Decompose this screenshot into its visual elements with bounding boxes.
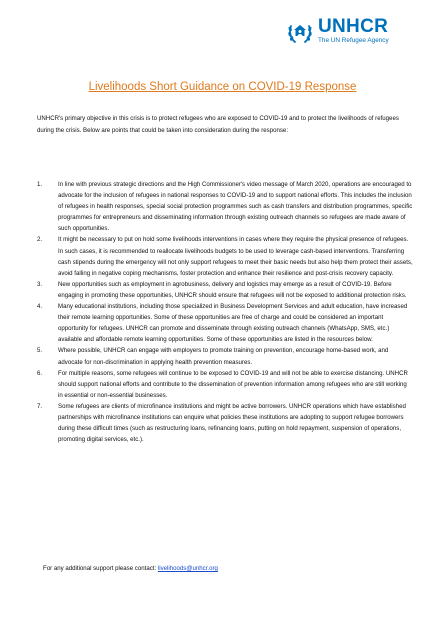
list-number: 7. — [37, 402, 43, 410]
list-item — [37, 279, 413, 301]
list-item — [37, 179, 413, 234]
logo-tagline: The UN Refugee Agency — [318, 37, 389, 44]
unhcr-emblem-icon — [286, 16, 314, 48]
list-number: 3. — [37, 280, 43, 288]
document-title: Livelihoods Short Guidance on COVID-19 Response — [88, 81, 357, 93]
list-item-text: Where possible, UNHCR can engage with employers to promote training on prevention, encourage home-based work, and advocate for non-discrimination in applying health prevention measures. — [58, 347, 389, 366]
list-number: 1. — [37, 181, 43, 188]
list-item-text: It might be necessary to put on hold some livelihoods interventions in cases where they require the physical presence of refugees. In such cases, it is recommended to reallocate livelihoods budgets to be used to leverage cash-based interventions. Transferring cash stipends during the emergency will not only support refugees to meet their basic needs but also help them protect their assets, avoid falling in negative coping mechanisms, foster protection and enhance their resilience and post-crisis recovery capacity. — [58, 236, 413, 277]
list-number: 5. — [37, 347, 43, 355]
list-number: 4. — [37, 303, 43, 311]
list-item — [37, 345, 413, 367]
list-item-text: Many educational institutions, including those specialized in Business Development Services and adult education, have increased their remote learning opportunities. Some of these opportunities are free of charge and could be considered an important opportunity for refugees. UNHCR can promote and disseminate through existing outreach channels (WhatsApp, SMS, etc.) available and affordable remote learning opportunities. Some of these opportunities are listed in the resources below. — [58, 303, 408, 344]
list-item — [37, 234, 413, 278]
list-item — [37, 368, 413, 401]
footer-text: For any additional support please contact: — [43, 565, 157, 572]
contact-email-link[interactable]: livelihoods@unhcr.org — [157, 565, 218, 572]
contact-footer — [43, 564, 218, 574]
list-item — [37, 301, 413, 345]
list-item-text: For multiple reasons, some refugees will continue to be exposed to COVID-19 and will not be able to exercise distancing. UNHCR should support national efforts and contribute to the dissemination of prevention information among refugees who are still working in essential or non-essential businesses. — [58, 369, 408, 399]
list-item-text: In line with previous strategic directions and the High Commissioner's video message of March 2020, operations are encouraged to advocate for the inclusion of refugees in national responses to COVID-19 and to support national efforts. This includes the inclusion of refugees in health responses, special social protection programmes such as cash transfers and distribution programmes, specific programmes for entrepreneurs and disseminating information through existing outreach channels so refugees are made aware of such opportunities. — [58, 181, 413, 233]
list-item — [37, 401, 413, 445]
list-number: 6. — [37, 369, 43, 377]
list-number: 2. — [37, 236, 43, 244]
intro-paragraph: UNHCR's primary objective in this crisis is to protect refugees who are exposed to COVID-19 and to protect the livelihoods of refugees during the crisis. Below are points that could be taken into consideration during the response: — [37, 115, 399, 135]
unhcr-logo — [286, 16, 426, 50]
logo-wordmark: UNHCR — [318, 16, 389, 37]
guidance-list — [37, 179, 413, 445]
list-item-text: New opportunities such as employment in agrobusiness, delivery and logistics may emerge as a result of COVID-19. Before engaging in promoting these opportunities, UNHCR should ensure that refugees will not be exposed to additional protection risks. — [58, 280, 407, 299]
list-item-text: Some refugees are clients of microfinance institutions and might be active borrowers. UNHCR operations which have established partnerships with microfinance institutions can enquire what policies these institutions are adopting to support refugee borrowers during these difficult times (such as restructuring loans, refinancing loans, putting on hold repayment, suspension of operations, promoting digital services, etc.). — [58, 402, 406, 444]
